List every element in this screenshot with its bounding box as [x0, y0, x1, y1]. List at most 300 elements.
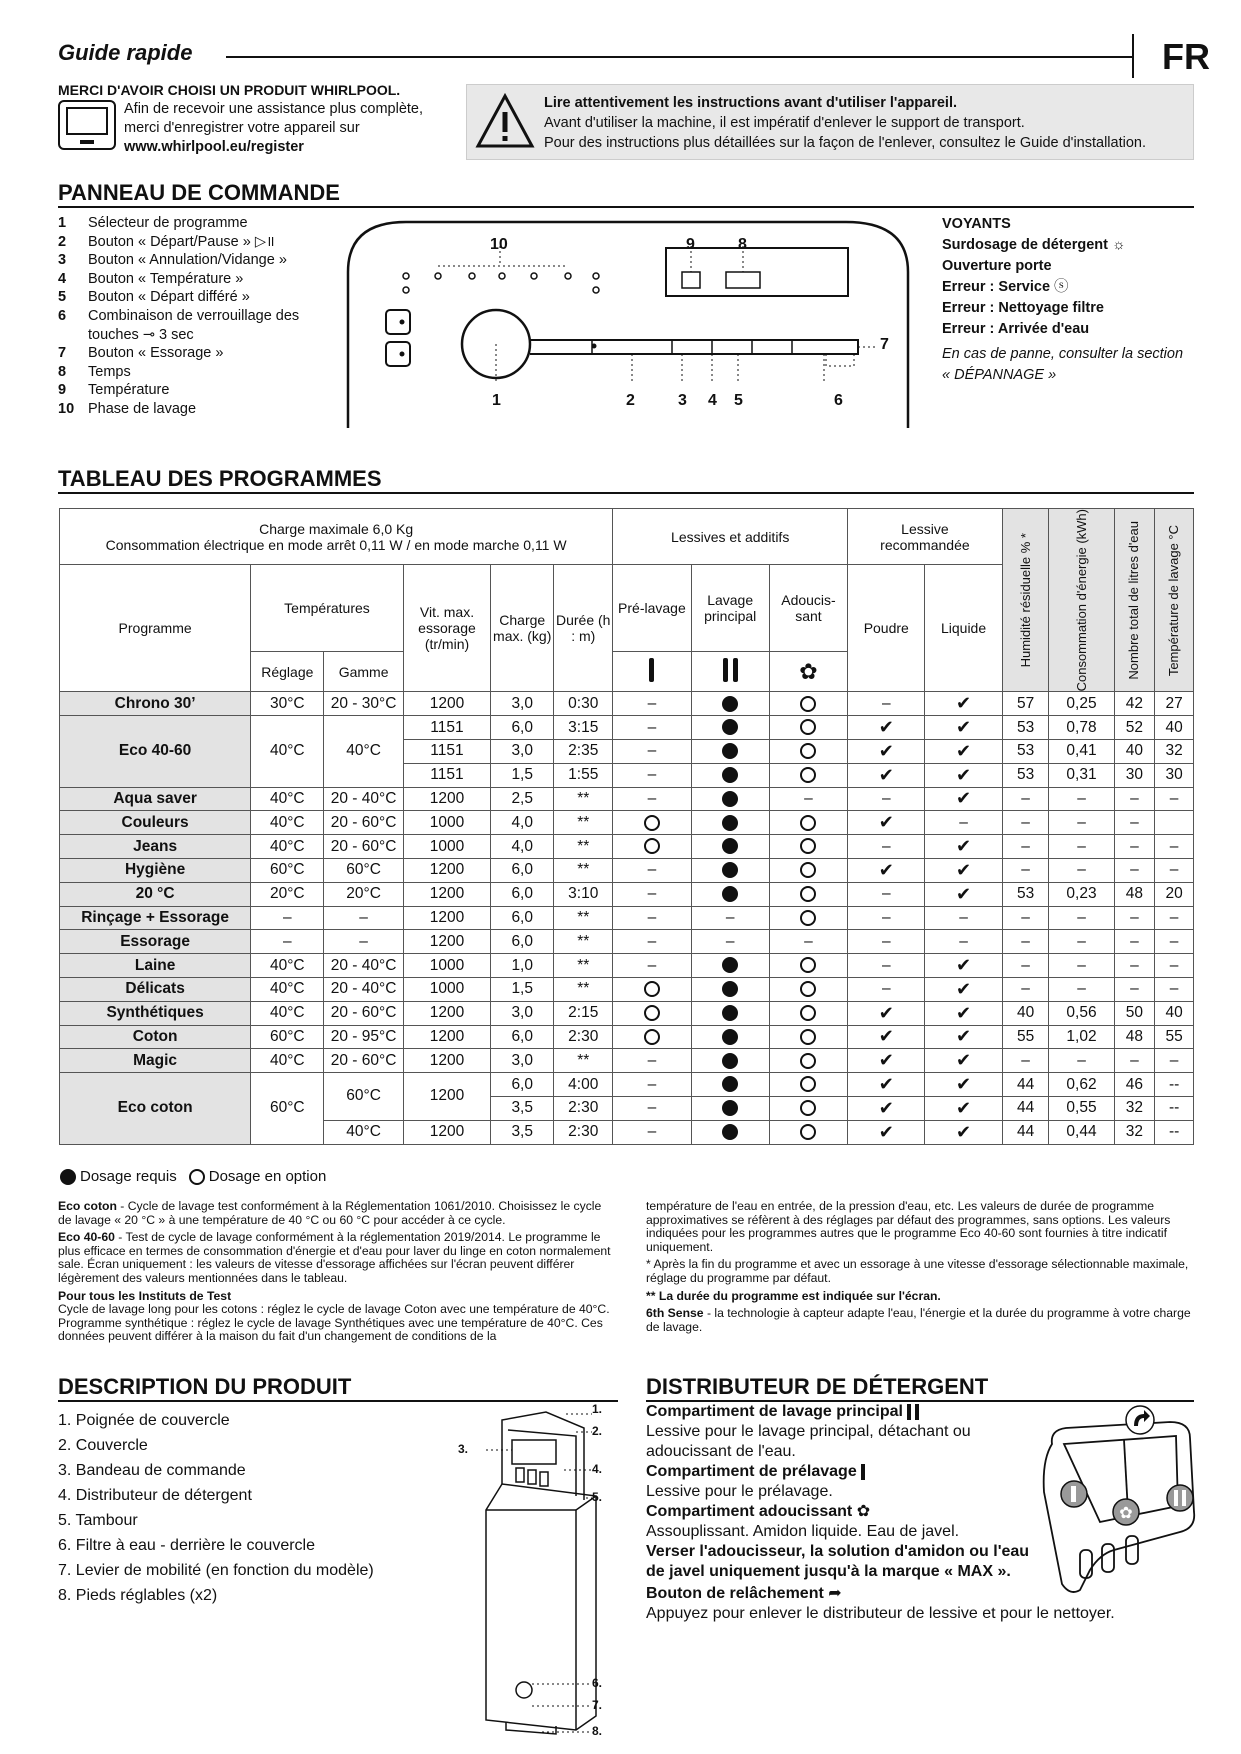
program-name: Aqua saver — [60, 787, 251, 811]
table-cell: – — [1114, 858, 1155, 882]
dispenser-illustration — [1040, 1400, 1200, 1600]
list-item: 3. Bandeau de commande — [58, 1462, 246, 1479]
program-name: Eco 40-60 — [60, 716, 251, 787]
table-cell — [769, 1049, 847, 1073]
indicator-note-2: « DÉPANNAGE » — [942, 367, 1057, 383]
table-row — [60, 811, 1194, 835]
table-row — [60, 977, 1194, 1001]
table-cell: 1200 — [403, 858, 490, 882]
table-cell — [691, 1073, 769, 1097]
table-row — [60, 906, 1194, 930]
dosage-optional-icon — [644, 981, 660, 997]
table-cell: – — [848, 692, 925, 716]
indicator-door: Ouverture porte — [942, 258, 1052, 274]
dosage-optional-icon — [800, 862, 816, 878]
dosage-optional-icon — [800, 981, 816, 997]
dosage-required-icon — [722, 767, 738, 783]
table-cell: 20 - 95°C — [324, 1025, 403, 1049]
table-cell: ** — [554, 954, 613, 978]
table-cell: 53 — [1002, 716, 1049, 740]
table-cell — [691, 1120, 769, 1144]
table-cell — [925, 787, 1002, 811]
detergent-header: Lessives et additifs — [613, 509, 848, 565]
programs-title: TABLEAU DES PROGRAMMES — [58, 466, 382, 491]
table-cell — [769, 835, 847, 859]
dosage-required-icon — [722, 957, 738, 973]
table-cell: – — [1002, 1049, 1049, 1073]
thanks-text — [124, 100, 454, 157]
table-cell: 60°C — [324, 1073, 403, 1121]
list-item: 5. Tambour — [58, 1512, 138, 1529]
table-cell — [848, 1001, 925, 1025]
table-cell: 1151 — [403, 763, 490, 787]
table-cell: – — [691, 906, 769, 930]
check-icon: ✔ — [878, 1050, 894, 1071]
table-cell: 32 — [1155, 739, 1194, 763]
item-label: Bouton « Annulation/Vidange » — [88, 252, 287, 269]
table-cell: – — [1114, 906, 1155, 930]
diagram-label-9: 9 — [686, 236, 695, 253]
table-cell: 0,23 — [1049, 882, 1114, 906]
table-cell — [613, 1001, 691, 1025]
table-cell: – — [1155, 954, 1194, 978]
table-cell: – — [1155, 787, 1194, 811]
note-institutes-title: Pour tous les Instituts de Test — [58, 1288, 232, 1303]
table-cell — [769, 977, 847, 1001]
table-cell: -- — [1155, 1120, 1194, 1144]
table-cell — [925, 954, 1002, 978]
softener-warning: Verser l'adoucisseur, la solution d'amidon ou l'eau de javel uniquement jusqu'à la marque « MAX ». — [646, 1543, 1030, 1580]
table-cell: – — [769, 787, 847, 811]
table-cell — [613, 977, 691, 1001]
warning-line2: Avant d'utiliser la machine, il est impératif d'enlever le support de transport. — [544, 115, 1025, 131]
dosage-required-label: Dosage requis — [80, 1168, 177, 1185]
program-name: Rinçage + Essorage — [60, 906, 251, 930]
dispenser-text — [646, 1402, 1115, 1624]
table-cell: – — [1002, 787, 1049, 811]
indicator-overdose: Surdosage de détergent — [942, 237, 1108, 253]
table-cell — [925, 1096, 1002, 1120]
table-cell: 52 — [1114, 716, 1155, 740]
mainwash-header: Lavage principal — [691, 565, 769, 652]
dosage-required-icon — [722, 1100, 738, 1116]
table-row — [60, 1049, 1194, 1073]
item-num: 4 — [58, 270, 67, 287]
table-cell: 1:55 — [554, 763, 613, 787]
table-cell — [925, 716, 1002, 740]
range-header: Gamme — [324, 652, 403, 692]
table-cell: – — [613, 906, 691, 930]
dosage-required-icon — [722, 743, 738, 759]
table-cell: – — [613, 739, 691, 763]
note-6thsense: - la technologie à capteur adapte l'eau, l'énergie et la durée du programme à votre charge de lavage. — [646, 1306, 1191, 1334]
table-cell: 1200 — [403, 930, 490, 954]
table-cell: 40°C — [251, 1001, 324, 1025]
table-cell — [691, 882, 769, 906]
indicator-filter: Erreur : Nettoyage filtre — [942, 300, 1104, 316]
table-cell: 40°C — [251, 954, 324, 978]
table-cell: 55 — [1002, 1025, 1049, 1049]
table-cell: – — [848, 930, 925, 954]
main-compartment-text: Lessive pour le lavage principal, détachant ou adoucissant de l'eau. — [646, 1423, 971, 1460]
dosage-required-icon — [60, 1169, 76, 1185]
powder-header: Poudre — [848, 565, 925, 692]
callout-2: 2. — [592, 1424, 603, 1438]
language-code: FR — [1162, 36, 1210, 77]
table-cell: 3,0 — [491, 692, 554, 716]
table-cell: 3,0 — [491, 1049, 554, 1073]
table-cell: – — [1114, 954, 1155, 978]
item-num: 3 — [58, 252, 67, 269]
table-row — [60, 930, 1194, 954]
table-cell — [925, 882, 1002, 906]
table-cell: ** — [554, 858, 613, 882]
dosage-optional-icon — [644, 1029, 660, 1045]
table-cell: 20 - 60°C — [324, 1049, 403, 1073]
table-cell: ** — [554, 1049, 613, 1073]
recommended-header — [848, 509, 1003, 565]
table-cell: – — [925, 906, 1002, 930]
table-cell: 40°C — [251, 1049, 324, 1073]
check-icon: ✔ — [878, 740, 894, 761]
table-cell — [769, 1001, 847, 1025]
diagram-label-10: 10 — [490, 236, 508, 253]
release-arrow-icon: ➦ — [828, 1585, 842, 1602]
dosage-required-icon — [722, 1029, 738, 1045]
item-num: 7 — [58, 345, 67, 362]
table-cell — [691, 692, 769, 716]
dosage-optional-icon — [800, 743, 816, 759]
table-cell: 1200 — [403, 1120, 490, 1144]
table-cell: – — [324, 930, 403, 954]
dosage-optional-icon — [644, 838, 660, 854]
list-item: 6. Filtre à eau - derrière le couvercle — [58, 1537, 315, 1554]
table-cell: 20°C — [251, 882, 324, 906]
table-cell: 6,0 — [491, 858, 554, 882]
check-icon: ✔ — [956, 978, 972, 999]
service-icon: ⓢ — [1054, 279, 1069, 295]
program-name: Jeans — [60, 835, 251, 859]
dosage-required-icon — [722, 1076, 738, 1092]
table-cell: 20 - 60°C — [324, 1001, 403, 1025]
programme-header: Programme — [60, 565, 251, 692]
dosage-optional-icon — [800, 815, 816, 831]
program-name: Essorage — [60, 930, 251, 954]
check-icon: ✔ — [956, 1097, 972, 1118]
check-icon: ✔ — [956, 788, 972, 809]
table-cell — [925, 1120, 1002, 1144]
program-name: Chrono 30’ — [60, 692, 251, 716]
item-num: 2 — [58, 233, 67, 250]
table-cell: – — [1155, 835, 1194, 859]
table-cell — [769, 954, 847, 978]
dosage-required-icon — [722, 815, 738, 831]
table-cell: 40 — [1002, 1001, 1049, 1025]
item-label: Bouton « Essorage » — [88, 345, 224, 362]
dosage-optional-icon — [800, 1029, 816, 1045]
dosage-optional-icon — [800, 1053, 816, 1069]
table-cell: – — [251, 906, 324, 930]
check-icon: ✔ — [956, 717, 972, 738]
energy-header: Consommation d'énergie (kWh) — [1049, 509, 1114, 692]
table-cell: 0,41 — [1049, 739, 1114, 763]
table-cell — [925, 835, 1002, 859]
duration-header: Durée (h : m) — [554, 565, 613, 692]
table-cell: – — [769, 930, 847, 954]
table-cell: 1000 — [403, 977, 490, 1001]
table-cell: 48 — [1114, 882, 1155, 906]
table-cell: – — [1114, 811, 1155, 835]
program-name: Magic — [60, 1049, 251, 1073]
table-cell: ** — [554, 835, 613, 859]
charge-max: Charge maximale 6,0 Kg — [259, 520, 414, 537]
table-cell: 20 - 40°C — [324, 787, 403, 811]
table-cell: – — [1114, 977, 1155, 1001]
table-cell: 3,5 — [491, 1120, 554, 1144]
table-cell: – — [1155, 906, 1194, 930]
check-icon: ✔ — [956, 859, 972, 880]
check-icon: ✔ — [956, 1074, 972, 1095]
table-cell: – — [613, 716, 691, 740]
table-cell: – — [1049, 811, 1114, 835]
prewash-compartment-title: Compartiment de prélavage — [646, 1463, 857, 1480]
table-cell: 1000 — [403, 811, 490, 835]
dosage-legend — [60, 1168, 326, 1185]
table-cell — [769, 1073, 847, 1097]
item-num: 10 — [58, 400, 75, 417]
table-cell: 6,0 — [491, 906, 554, 930]
softener-header: Adoucis-sant — [769, 565, 847, 652]
main-compartment-title: Compartiment de lavage principal — [646, 1403, 903, 1420]
table-cell: ** — [554, 787, 613, 811]
program-name: Synthétiques — [60, 1001, 251, 1025]
list-item: 8. Pieds réglables (x2) — [58, 1587, 218, 1604]
prewash-compartment-text: Lessive pour le prélavage. — [646, 1483, 833, 1500]
table-cell: – — [1114, 787, 1155, 811]
note-durations: température de l'eau en entrée, de la pression d'eau, etc. Les valeurs de durée de programme approximatives se réfèrent à des réglages par défaut des programmes, sans options. Les valeurs indiquées pour les programmes autres que le programme Eco 40-60 sont fournies à titre indicatif uniquement. — [646, 1199, 1171, 1254]
table-cell — [691, 739, 769, 763]
table-cell: 6,0 — [491, 716, 554, 740]
table-cell — [925, 1049, 1002, 1073]
table-cell: – — [1002, 977, 1049, 1001]
table-cell: 0,25 — [1049, 692, 1114, 716]
table-cell: 3:15 — [554, 716, 613, 740]
table-cell: 30 — [1155, 763, 1194, 787]
table-cell: 20°C — [324, 882, 403, 906]
table-cell: 2,5 — [491, 787, 554, 811]
dosage-optional-icon — [800, 1124, 816, 1140]
table-cell: – — [848, 954, 925, 978]
dosage-optional-icon — [644, 1005, 660, 1021]
table-cell — [925, 858, 1002, 882]
program-name: 20 °C — [60, 882, 251, 906]
table-cell — [848, 858, 925, 882]
dosage-optional-label: Dosage en option — [208, 1168, 327, 1185]
table-cell — [848, 811, 925, 835]
table-cell: 1,02 — [1049, 1025, 1114, 1049]
item-num — [58, 326, 88, 345]
table-cell: 0,56 — [1049, 1001, 1114, 1025]
note-eco4060-title: Eco 40-60 — [58, 1230, 115, 1245]
indicators-title: VOYANTS — [942, 216, 1011, 232]
dosage-required-icon — [722, 696, 738, 712]
table-cell: – — [1114, 1049, 1155, 1073]
register-link[interactable]: www.whirlpool.eu/register — [124, 139, 304, 155]
table-cell: ** — [554, 906, 613, 930]
item-num: 5 — [58, 289, 67, 306]
table-cell: -- — [1155, 1073, 1194, 1097]
table-cell — [691, 763, 769, 787]
table-cell: 0,31 — [1049, 763, 1114, 787]
table-cell — [613, 811, 691, 835]
table-cell: 1200 — [403, 906, 490, 930]
diagram-label-4: 4 — [708, 392, 717, 409]
item-num: 6 — [58, 307, 67, 324]
table-cell — [769, 1025, 847, 1049]
table-cell: – — [1049, 858, 1114, 882]
table-cell: 46 — [1114, 1073, 1155, 1097]
item-label: Température — [88, 382, 170, 399]
temperatures-header: Températures — [251, 565, 404, 652]
note-eco-coton-title: Eco coton — [58, 1199, 117, 1213]
table-cell: 2:35 — [554, 739, 613, 763]
check-icon: ✔ — [878, 1097, 894, 1118]
table-cell: 6,0 — [491, 930, 554, 954]
table-cell — [848, 1025, 925, 1049]
table-cell — [925, 1025, 1002, 1049]
item-label: Combinaison de verrouillage des — [88, 307, 300, 324]
program-name: Hygiène — [60, 858, 251, 882]
callout-8: 8. — [592, 1724, 603, 1738]
table-cell — [769, 716, 847, 740]
table-cell — [691, 716, 769, 740]
computer-icon — [58, 100, 116, 150]
table-cell: – — [1155, 977, 1194, 1001]
table-cell: 40°C — [324, 716, 403, 787]
table-cell: 6,0 — [491, 1073, 554, 1097]
callout-7: 7. — [592, 1698, 603, 1712]
table-cell — [769, 1096, 847, 1120]
table-cell — [769, 858, 847, 882]
dosage-required-icon — [722, 1005, 738, 1021]
table-cell: 1200 — [403, 1001, 490, 1025]
table-cell: – — [1049, 954, 1114, 978]
check-icon: ✔ — [878, 1074, 894, 1095]
program-name: Couleurs — [60, 811, 251, 835]
table-cell: – — [848, 977, 925, 1001]
table-cell: 60°C — [251, 858, 324, 882]
table-cell: 40°C — [251, 977, 324, 1001]
table-cell: – — [1049, 835, 1114, 859]
wash-temp-header: Température de lavage °C — [1155, 509, 1194, 692]
note-institutes: Cycle de lavage long pour les cotons : réglez le cycle de lavage Coton avec une température de 40°C. Programme synthétique : réglez le cycle de lavage Synthétiques avec une température de 40°C. Ces données peuvent différer à la maison du fait d'un changement de conditions de la — [58, 1302, 610, 1344]
table-cell: – — [1155, 930, 1194, 954]
table-cell: 0,78 — [1049, 716, 1114, 740]
dosage-required-icon — [722, 1124, 738, 1140]
program-name: Laine — [60, 954, 251, 978]
dosage-optional-icon — [644, 815, 660, 831]
description-list — [58, 1408, 374, 1608]
table-row — [60, 1025, 1194, 1049]
table-cell: 20 - 60°C — [324, 811, 403, 835]
warning-line3: Pour des instructions plus détaillées sur la façon de l'enlever, consultez le Guide d'installation. — [544, 135, 1146, 151]
mainwash-icon — [691, 652, 769, 692]
table-cell: – — [613, 1049, 691, 1073]
dosage-optional-icon — [189, 1169, 205, 1185]
table-cell: – — [251, 930, 324, 954]
table-cell: – — [1155, 1049, 1194, 1073]
dispenser-title: DISTRIBUTEUR DE DÉTERGENT — [646, 1374, 989, 1399]
table-cell: -- — [1155, 1096, 1194, 1120]
item-num: 9 — [58, 382, 67, 399]
table-cell: 20 - 60°C — [324, 835, 403, 859]
item-label: Sélecteur de programme — [88, 215, 248, 231]
table-cell — [769, 739, 847, 763]
dosage-required-icon — [722, 981, 738, 997]
dosage-optional-icon — [800, 1005, 816, 1021]
indicators-block — [942, 214, 1183, 386]
softener-compartment-text: Assouplissant. Amidon liquide. Eau de javel. — [646, 1523, 960, 1540]
table-cell: 40°C — [251, 835, 324, 859]
table-cell — [1155, 811, 1194, 835]
dosage-optional-icon — [800, 767, 816, 783]
table-cell — [691, 858, 769, 882]
prewash-header: Pré-lavage — [613, 565, 691, 652]
table-cell: – — [925, 811, 1002, 835]
check-icon: ✔ — [956, 693, 972, 714]
table-cell: 40°C — [251, 787, 324, 811]
table-cell — [769, 1120, 847, 1144]
table-cell — [925, 692, 1002, 716]
table-cell: – — [1049, 906, 1114, 930]
table-cell: 40°C — [324, 1120, 403, 1144]
panel-legend — [58, 214, 299, 419]
table-cell: 40°C — [251, 716, 324, 787]
table-cell: – — [1049, 930, 1114, 954]
table-row — [60, 787, 1194, 811]
warning-line1: Lire attentivement les instructions avant d'utiliser l'appareil. — [544, 95, 958, 111]
table-cell — [691, 1025, 769, 1049]
softener-compartment-title: Compartiment adoucissant — [646, 1503, 853, 1520]
table-cell: – — [1049, 787, 1114, 811]
dosage-optional-icon — [800, 957, 816, 973]
dosage-required-icon — [722, 838, 738, 854]
table-cell — [691, 787, 769, 811]
table-cell: 32 — [1114, 1096, 1155, 1120]
table-cell — [925, 763, 1002, 787]
table-cell: – — [613, 1073, 691, 1097]
table-cell: 57 — [1002, 692, 1049, 716]
table-cell: 4,0 — [491, 835, 554, 859]
thanks-title: MERCI D'AVOIR CHOISI UN PRODUIT WHIRLPOOL. — [58, 82, 401, 98]
check-icon: ✔ — [956, 1121, 972, 1142]
table-cell: 0,55 — [1049, 1096, 1114, 1120]
header-divider — [1132, 34, 1134, 78]
program-name: Eco coton — [60, 1073, 251, 1144]
table-cell — [848, 716, 925, 740]
programs-rule — [58, 492, 1194, 494]
table-cell: 2:30 — [554, 1096, 613, 1120]
table-cell: 1151 — [403, 716, 490, 740]
item-label: Bouton « Température » — [88, 270, 244, 287]
table-cell: ** — [554, 811, 613, 835]
table-cell: – — [613, 954, 691, 978]
note-humidity: * Après la fin du programme et avec un essorage à une vitesse d'essorage sélectionnable maximale, réglage du programme par défaut. — [646, 1257, 1189, 1285]
item-label: Bouton « Départ/Pause » ▷॥ — [88, 233, 275, 250]
recommended-line2: recommandée — [880, 536, 970, 553]
dosage-optional-icon — [800, 1076, 816, 1092]
table-cell — [691, 954, 769, 978]
